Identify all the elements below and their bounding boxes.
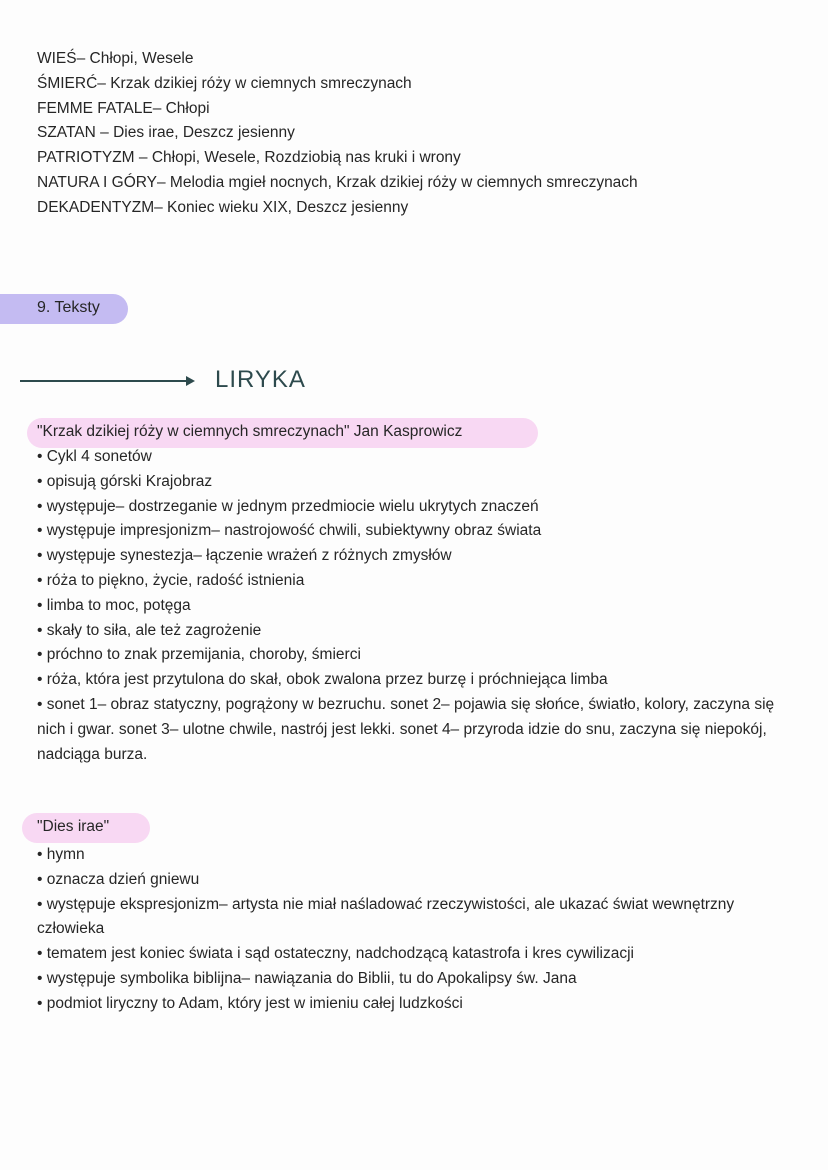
section-header xyxy=(0,294,128,324)
theme-line: ŚMIERĆ– Krzak dzikiej róży w ciemnych smreczynach xyxy=(37,74,412,92)
bullet-item: • występuje impresjonizm– nastrojowość chwili, subiektywny obraz świata xyxy=(37,522,542,540)
theme-line: WIEŚ– Chłopi, Wesele xyxy=(37,50,194,67)
bullet-item: • występuje synestezja– łączenie wrażeń z różnych zmysłów xyxy=(37,547,452,565)
bullet-item: • hymn xyxy=(37,846,85,863)
bullet-item: • występuje– dostrzeganie w jednym przedmiocie wielu ukrytych znaczeń xyxy=(37,497,539,515)
theme-line: PATRIOTYZM – Chłopi, Wesele, Rozdziobią nas kruki i wrony xyxy=(37,149,461,167)
theme-line: SZATAN – Dies irae, Deszcz jesienny xyxy=(37,124,295,142)
bullet-item: • występuje ekspresjonizm– artysta nie miał naśladować rzeczywistości, ale ukazać świat wewnętrzny człowieka xyxy=(37,895,735,938)
theme-line: FEMME FATALE– Chłopi xyxy=(37,99,210,117)
themes-list xyxy=(37,47,638,221)
bullet-item: • Cykl 4 sonetów xyxy=(37,448,152,465)
bullet-item: • podmiot liryczny to Adam, który jest w imieniu całej ludzkości xyxy=(37,994,463,1012)
section-label: 9. Teksty xyxy=(37,299,100,316)
work-title-pill xyxy=(22,813,150,843)
bullet-item: • tematem jest koniec świata i sąd ostateczny, nadchodzącą katastrofa i kres cywilizacji xyxy=(37,945,634,963)
theme-line: DEKADENTYZM– Koniec wieku XIX, Deszcz jesienny xyxy=(37,198,409,216)
bullet-item: • skały to siła, ale też zagrożenie xyxy=(37,621,262,639)
bullet-item: • róża to piękno, życie, radość istnienia xyxy=(37,571,305,589)
bullet-item: • występuje symbolika biblijna– nawiązania do Biblii, tu do Apokalipsy św. Jana xyxy=(37,969,577,987)
theme-line: NATURA I GÓRY– Melodia mgieł nocnych, Krzak dzikiej róży w ciemnych smreczynach xyxy=(37,173,638,191)
bullet-item: • róża, która jest przytulona do skał, obok zwalona przez burzę i próchniejąca limba xyxy=(37,671,608,689)
arrow-head-icon xyxy=(186,376,195,386)
work-bullets xyxy=(37,445,797,767)
bullet-item: • limba to moc, potęga xyxy=(37,596,191,614)
bullet-item: • opisują górski Krajobraz xyxy=(37,472,213,490)
bullet-item: • próchno to znak przemijania, choroby, śmierci xyxy=(37,646,361,664)
heading-liryka: LIRYKA xyxy=(215,366,306,393)
bullet-item: • oznacza dzień gniewu xyxy=(37,870,200,888)
work-title: "Dies irae" xyxy=(37,818,110,835)
bullet-item: • sonet 1– obraz statyczny, pogrążony w bezruchu. sonet 2– pojawia się słońce, światło, kolory, zaczyna się nich i gwar. sonet 3– ulotne chwile, nastrój jest lekki. sonet 4– przyroda idzie do snu, zaczyna się niepokój, nadciąga burza. xyxy=(37,695,775,763)
work-title-pill xyxy=(27,418,538,448)
work-title: "Krzak dzikiej róży w ciemnych smreczynach" Jan Kasprowicz xyxy=(37,423,463,440)
work-bullets xyxy=(37,843,797,1017)
arrow-icon xyxy=(20,380,190,382)
